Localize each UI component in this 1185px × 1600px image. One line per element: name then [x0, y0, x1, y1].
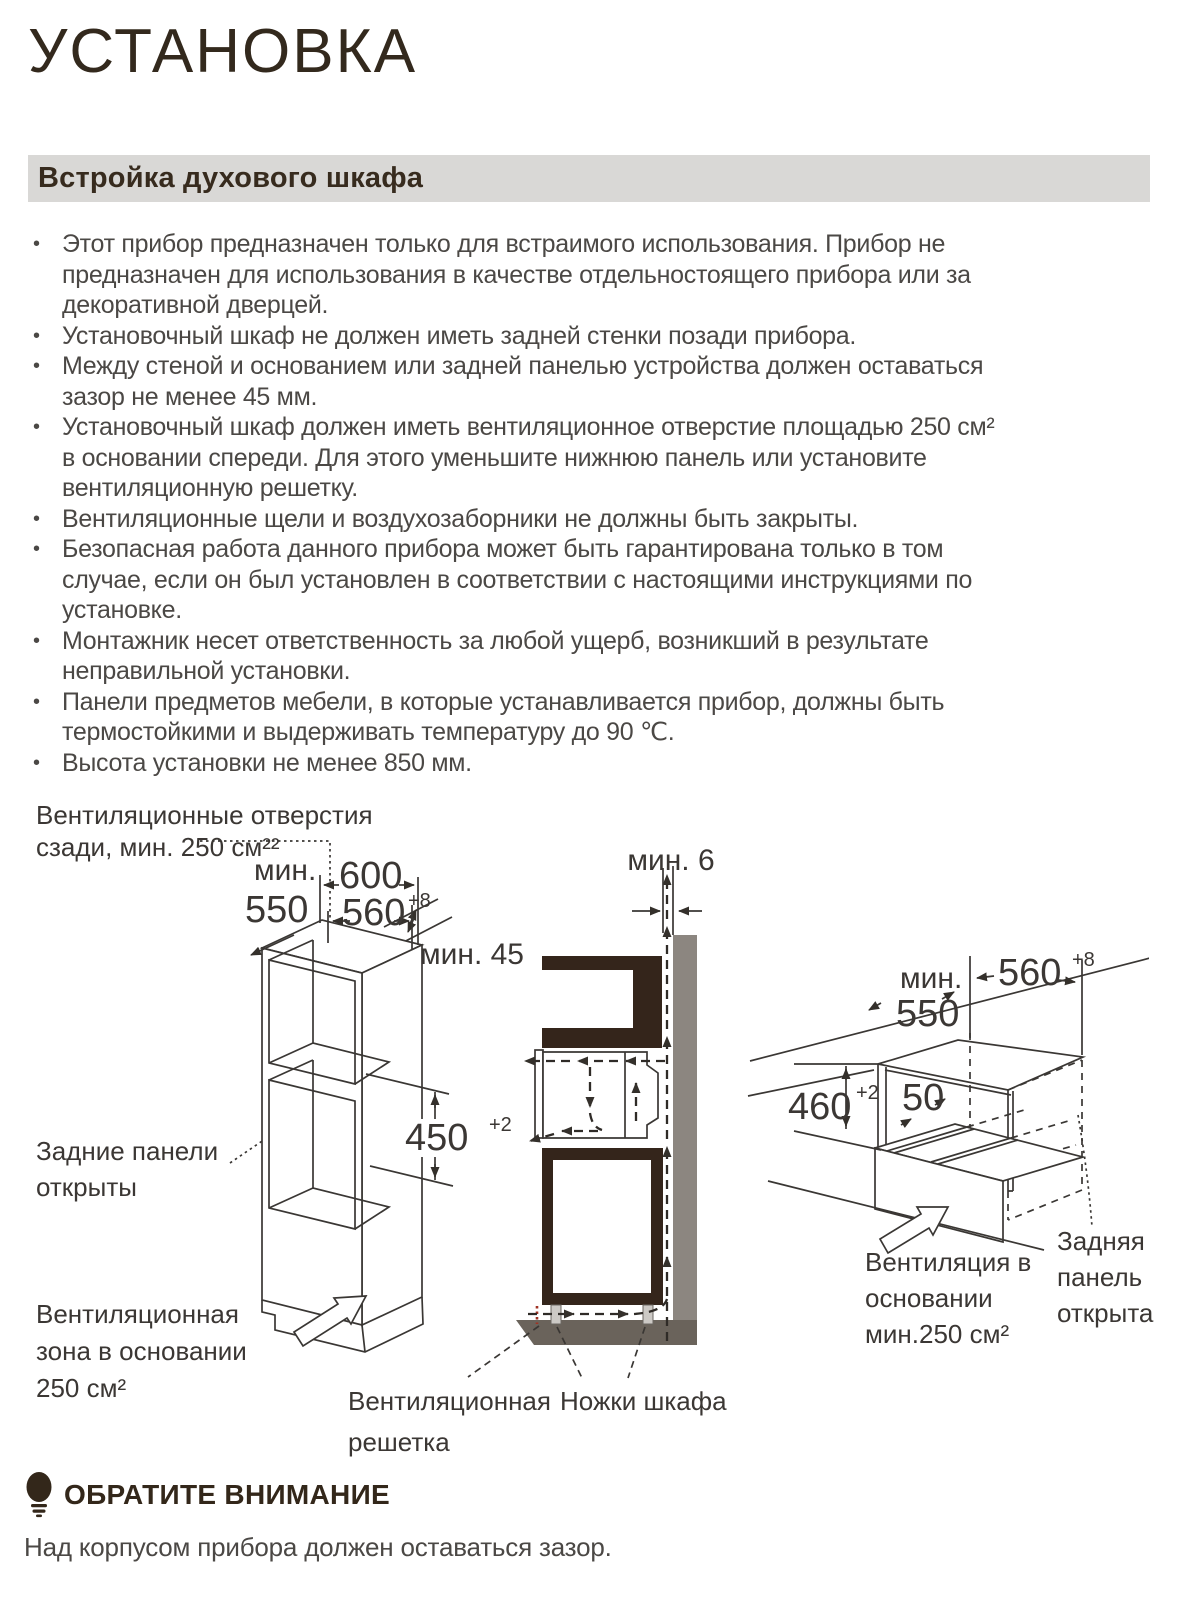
tolerance-plus8: +8 — [1072, 949, 1095, 971]
list-item: • Между стеной и основанием или задней панелью устройства должен оставаться зазор не менее 45 мм. — [30, 351, 1005, 412]
back-panels-label: открыты — [36, 1172, 137, 1202]
tolerance-plus8: +8 — [408, 890, 431, 912]
dim-560: 560 — [998, 952, 1062, 994]
vent-grille-label: решетка — [348, 1427, 450, 1457]
list-item: • Панели предметов мебели, в которые устанавливается прибор, должны быть термостойкими и выдерживать температуру до 90 ℃. — [30, 687, 1005, 748]
list-item: • Установочный шкаф должен иметь вентиляционное отверстие площадью 250 см² в основании спереди. Для этого уменьшите нижнюю панель или установите вентиляционную решетку. — [30, 412, 1005, 504]
attention-note — [24, 1472, 612, 1563]
vent-zone-label: 250 см² — [36, 1373, 127, 1403]
vent-back-label: сзади, мин. 250 см²² — [36, 832, 280, 862]
section-header — [28, 155, 1150, 202]
list-item: • Безопасная работа данного прибора может быть гарантирована только в том случае, если он был установлен в соответствии с настоящими инструкциями по установке. — [30, 534, 1005, 626]
tolerance-plus2: +2 — [856, 1082, 879, 1104]
min-label: мин. — [900, 962, 963, 995]
vent-grille-label: Вентиляционная — [348, 1386, 551, 1416]
back-panel-open-label: открыта — [1057, 1298, 1154, 1328]
dim-50: 50 — [902, 1077, 945, 1119]
min-45-label: мин. 45 — [420, 938, 524, 971]
floor — [516, 1320, 697, 1345]
vent-base-label: основании — [865, 1283, 993, 1313]
oven-section — [535, 1050, 658, 1138]
cabinet-foot — [643, 1305, 653, 1324]
list-item: • Вентиляционные щели и воздухозаборники не должны быть закрыты. — [30, 504, 1005, 535]
instruction-list — [30, 229, 1005, 778]
tolerance-plus2: +2 — [489, 1114, 512, 1136]
section-header-label: Встройка духового шкафа — [38, 162, 424, 194]
attention-note-header — [24, 1472, 612, 1518]
wall — [673, 935, 697, 1345]
dim-600: 600 — [339, 855, 403, 897]
list-item: • Установочный шкаф не должен иметь задней стенки позади прибора. — [30, 321, 1005, 352]
vent-base-label: Вентиляция в — [865, 1247, 1032, 1277]
back-panel-open-label: Задняя — [1057, 1226, 1145, 1256]
tall-cabinet-figure — [200, 841, 453, 1352]
list-item: • Этот прибор предназначен только для встраимого использования. Прибор не предназначен для использования в качестве отдельностоящего прибора или за декоративной дверцей. — [30, 229, 1005, 321]
lightbulb-icon — [24, 1472, 56, 1518]
list-item: • Монтажник несет ответственность за любой ущерб, возникший в результате неправильной установки. — [30, 626, 1005, 687]
dim-550: 550 — [245, 889, 309, 931]
upper-cabinet-section — [542, 956, 662, 1048]
lower-cabinet-section — [542, 1148, 663, 1305]
attention-note-text: Над корпусом прибора должен оставаться зазор. — [24, 1532, 612, 1562]
min-label: мин. — [254, 854, 317, 887]
dim-450: 450 — [402, 1119, 471, 1157]
dim-550: 550 — [896, 993, 960, 1035]
installation-diagrams — [36, 793, 1154, 1461]
vent-back-label: Вентиляционные отверстия — [36, 800, 373, 830]
dim-460: 460 — [788, 1086, 852, 1128]
dim-560: 560 — [342, 892, 406, 934]
attention-note-title: ОБРАТИТЕ ВНИМАНИЕ — [64, 1479, 390, 1510]
vent-base-label: мин.250 см² — [865, 1319, 1010, 1349]
vent-zone-label: зона в основании — [36, 1336, 247, 1366]
back-panel-open-label: панель — [1057, 1262, 1143, 1292]
vent-zone-label: Вентиляционная — [36, 1299, 239, 1329]
page-title: УСТАНОВКА — [28, 17, 418, 86]
cabinet-feet-label: Ножки шкафа — [560, 1386, 727, 1416]
back-panels-label: Задние панели — [36, 1136, 219, 1166]
min-6-label: мин. 6 — [627, 844, 715, 877]
list-item: • Высота установки не менее 850 мм. — [30, 748, 1005, 779]
